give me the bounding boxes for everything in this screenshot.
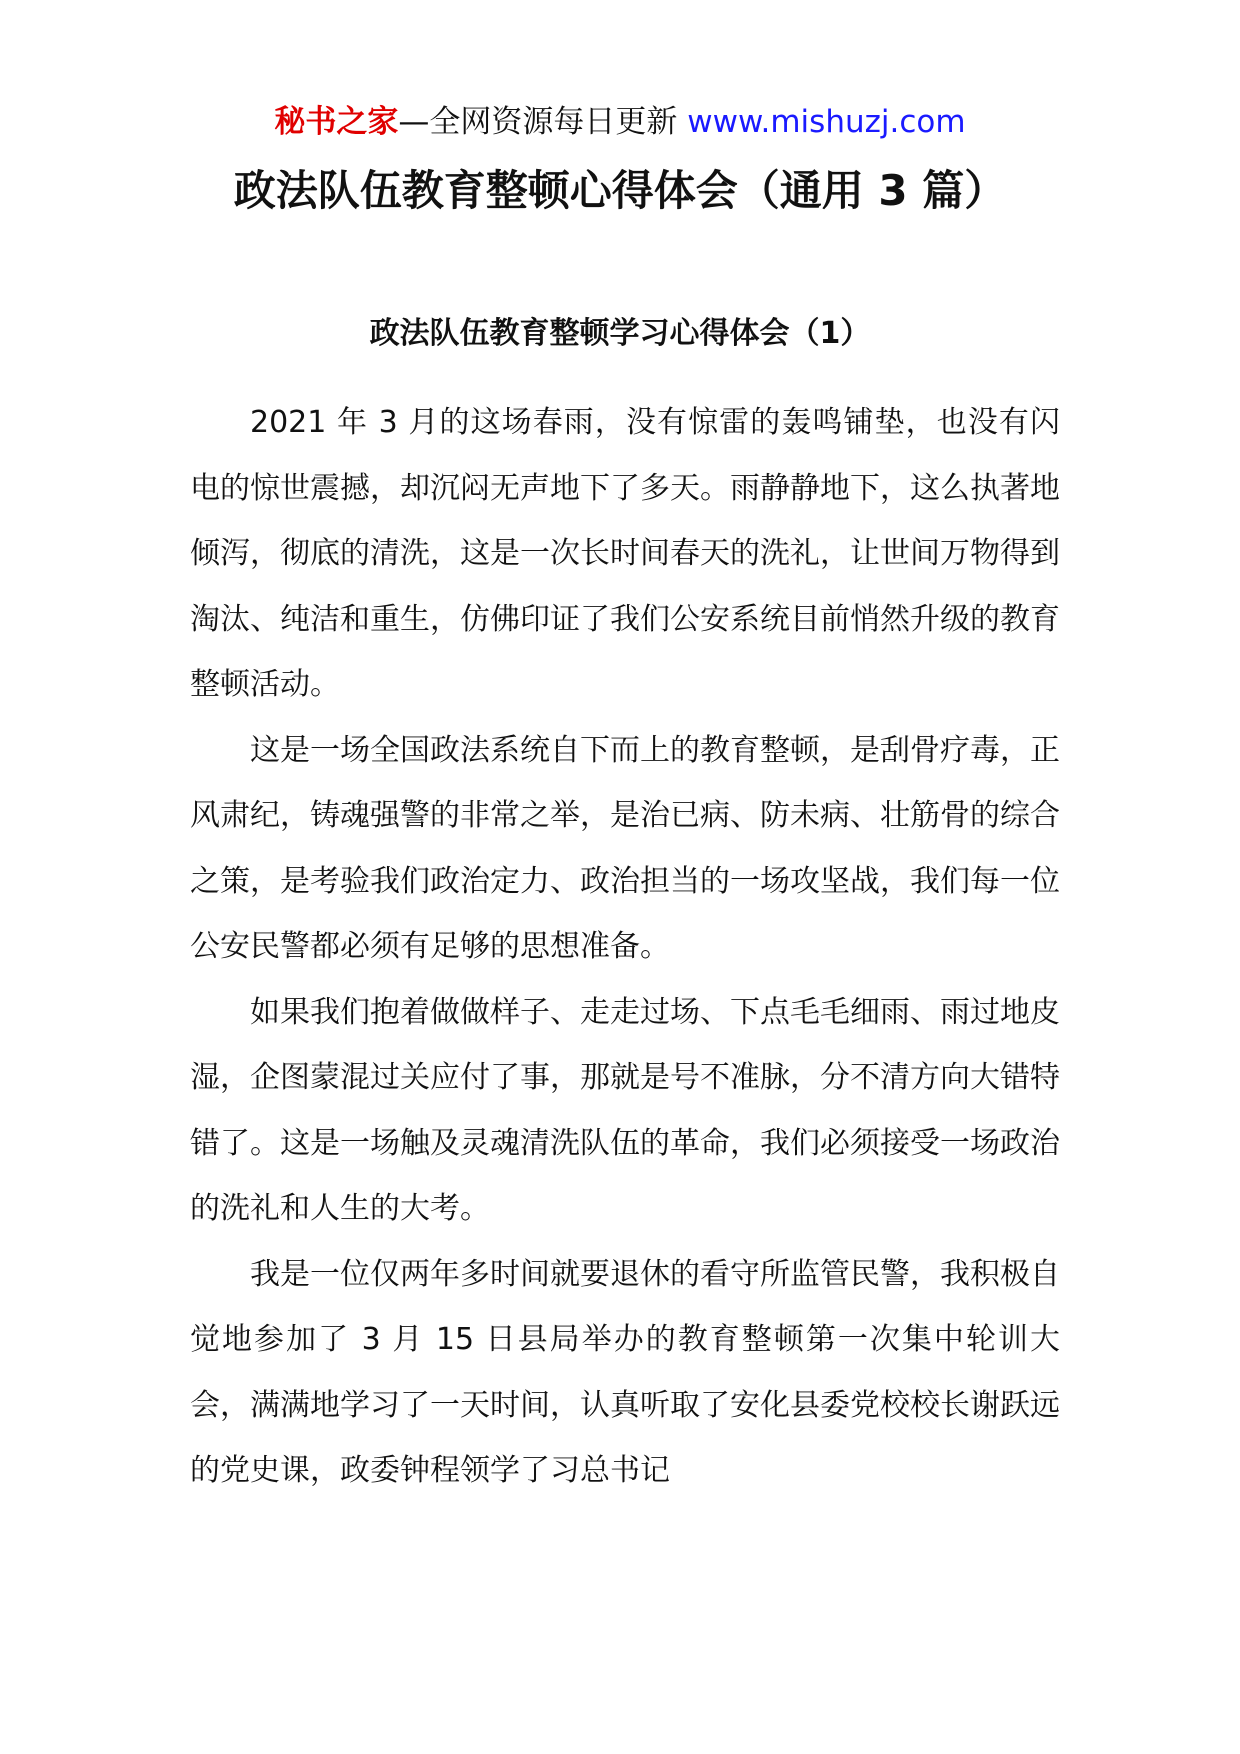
paragraph: 这是一场全国政法系统自下而上的教育整顿，是刮骨疗毒，正风肃纪，铸魂强警的非常之举，是治已病、防未病、壮筋骨的综合之策，是考验我们政治定力、政治担当的一场攻坚战，我们每一位公安民警都必须有足够的思想准备。 [190, 732, 1060, 964]
brand-name: 秘书之家 [274, 104, 399, 140]
paragraph: 我是一位仅两年多时间就要退休的看守所监管民警，我积极自觉地参加了 3 月 15 日县局举办的教育整顿第一次集中轮训大会，满满地学习了一天时间，认真听取了安化县委党校校长谢跃远的党史课，政委钟程领学了习总书记 [190, 1256, 1060, 1488]
paragraph: 2021 年 3 月的这场春雨，没有惊雷的轰鸣铺垫，也没有闪电的惊世震撼，却沉闷无声地下了多天。雨静静地下，这么执著地倾泻，彻底的清洗，这是一次长时间春天的洗礼，让世间万物得到淘汰、纯洁和重生，仿佛印证了我们公安系统目前悄然升级的教育整顿活动。 [190, 405, 1060, 702]
document-title: 政法队伍教育整顿心得体会（通用 3 篇） [233, 166, 1007, 215]
site-url-link[interactable]: www.mishuzj.com [687, 104, 966, 140]
body-text [190, 390, 1060, 1504]
section-title: 政法队伍教育整顿学习心得体会（1） [369, 316, 871, 351]
header-tagline: —全网资源每日更新 [398, 104, 688, 140]
paragraph: 如果我们抱着做做样子、走走过场、下点毛毛细雨、雨过地皮湿，企图蒙混过关应付了事，那就是号不准脉，分不清方向大错特错了。这是一场触及灵魂清洗队伍的革命，我们必须接受一场政治的洗礼和人生的大考。 [190, 994, 1060, 1226]
site-header [0, 100, 1240, 144]
